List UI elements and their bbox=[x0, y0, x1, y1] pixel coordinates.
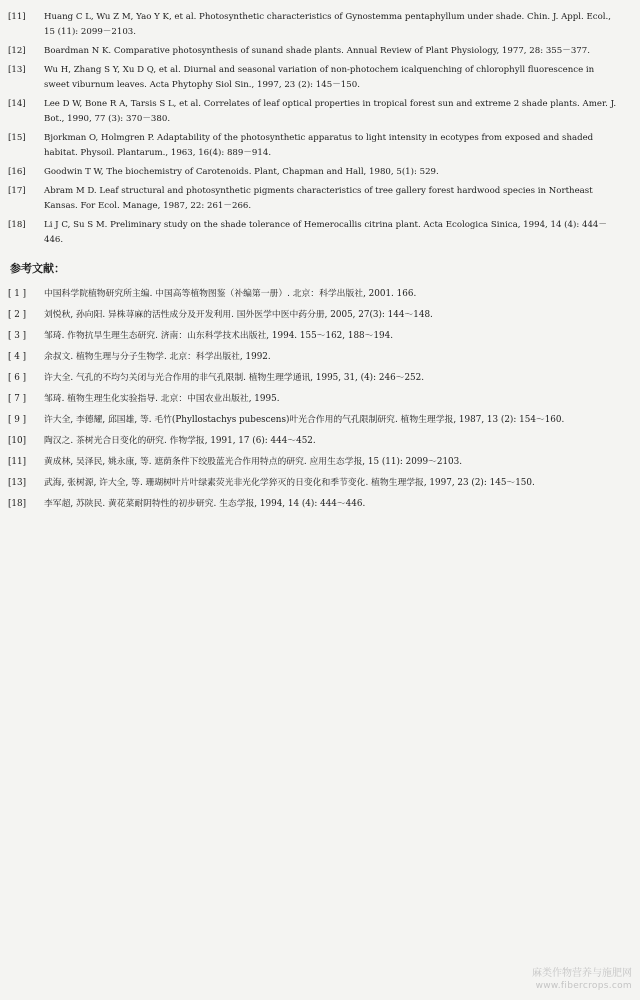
reference-entry bbox=[8, 351, 618, 364]
reference-number: [11] bbox=[8, 12, 26, 22]
reference-text: 黄成林, 吴泽民, 姚永康, 等. 遮荫条件下绞股蓝光合作用特点的研究. 应用生态学报, 15 (11): 2099～2103. bbox=[44, 457, 463, 467]
reference-text: 许大全, 李德耀, 邱国雄, 等. 毛竹(Phyllostachys pubescens)叶光合作用的气孔限制研究. 植物生理学报, 1987, 13 (2): 154～160. bbox=[44, 415, 565, 425]
reference-text: Li J C, Su S M. Preliminary study on the shade tolerance of Hemerocallis citrina plant. Acta Ecologica Sinica, 1994, 14 (4): 444－446. bbox=[44, 220, 607, 245]
watermark-url: www.fibercrops.com bbox=[535, 981, 632, 991]
reference-entry bbox=[8, 44, 618, 59]
reference-entry bbox=[8, 414, 618, 427]
reference-text: Huang C L, Wu Z M, Yao Y K, et al. Photosynthetic characteristics of Gynostemma pentaphyllum under shade. Chin. J. Appl. Ecol., 15 (11): 2099－2103. bbox=[44, 12, 611, 37]
reference-number: [ 3 ] bbox=[8, 331, 27, 341]
reference-entry bbox=[8, 477, 618, 490]
reference-entry bbox=[8, 97, 618, 127]
reference-entry bbox=[8, 309, 618, 322]
reference-number: [12] bbox=[8, 46, 26, 56]
reference-entry bbox=[8, 184, 618, 214]
reference-number: [17] bbox=[8, 186, 26, 196]
english-reference-list bbox=[8, 10, 618, 248]
reference-text: 李军超, 苏陕民. 黄花菜耐阴特性的初步研究. 生态学报, 1994, 14 (4): 444～446. bbox=[44, 499, 366, 509]
reference-number: [ 9 ] bbox=[8, 415, 27, 425]
reference-number: [ 2 ] bbox=[8, 310, 27, 320]
reference-entry bbox=[8, 330, 618, 343]
reference-text: Lee D W, Bone R A, Tarsis S L, et al. Correlates of leaf optical properties in tropical forest sun and extreme 2 shade plants. Amer. J. Bot., 1990, 77 (3): 370－380. bbox=[44, 99, 617, 124]
reference-number: [18] bbox=[8, 220, 26, 230]
reference-text: 武海, 张树源, 许大全, 等. 珊瑚树叶片叶绿素荧光非光化学猝灭的日变化和季节变化. 植物生理学报, 1997, 23 (2): 145～150. bbox=[44, 478, 535, 488]
reference-text: 中国科学院植物研究所主编. 中国高等植物图鉴（补编第一册）. 北京：科学出版社, 2001. 166. bbox=[44, 289, 417, 299]
references-heading: 参考文献： bbox=[10, 262, 65, 275]
reference-number: [18] bbox=[8, 499, 27, 509]
reference-text: 刘悦秋, 孙向阳. 异株荨麻的活性成分及开发利用. 国外医学中医中药分册, 2005, 27(3): 144～148. bbox=[44, 310, 433, 320]
reference-number: [15] bbox=[8, 133, 26, 143]
reference-number: [13] bbox=[8, 478, 27, 488]
reference-number: [10] bbox=[8, 436, 27, 446]
reference-text: 许大全. 气孔的不均匀关闭与光合作用的非气孔限制. 植物生理学通讯, 1995, 31, (4): 246～252. bbox=[44, 373, 425, 383]
reference-entry bbox=[8, 131, 618, 161]
reference-number: [16] bbox=[8, 167, 26, 177]
reference-number: [ 1 ] bbox=[8, 289, 27, 299]
reference-text: Wu H, Zhang S Y, Xu D Q, et al. Diurnal and seasonal variation of non-photochem icalquenching of chlorophyll fluorescence in sweet viburnum leaves. Acta Phytophy Siol Sin., 1997, 23 (2): 145－150. bbox=[44, 65, 595, 90]
reference-text: Boardman N K. Comparative photosynthesis of sunand shade plants. Annual Review of Plant Physiology, 1977, 28: 355－377. bbox=[44, 46, 590, 56]
reference-number: [13] bbox=[8, 65, 26, 75]
reference-number: [ 6 ] bbox=[8, 373, 27, 383]
reference-number: [ 4 ] bbox=[8, 352, 27, 362]
reference-entry bbox=[8, 10, 618, 40]
watermark-site-name: 麻类作物营养与施肥网 bbox=[532, 968, 632, 979]
reference-entry bbox=[8, 165, 618, 180]
reference-entry bbox=[8, 288, 618, 301]
reference-text: Goodwin T W, The biochemistry of Carotenoids. Plant, Chapman and Hall, 1980, 5(1): 529. bbox=[44, 167, 439, 177]
reference-entry bbox=[8, 435, 618, 448]
reference-entry bbox=[8, 372, 618, 385]
reference-text: Bjorkman O, Holmgren P. Adaptability of the photosynthetic apparatus to light intensity in ecotypes from exposed and shaded habitat. Physoil. Plantarum., 1963, 16(4): 889－914. bbox=[44, 133, 594, 158]
reference-entry bbox=[8, 63, 618, 93]
reference-text: 陶汉之. 茶树光合日变化的研究. 作物学报, 1991, 17 (6): 444～452. bbox=[44, 436, 316, 446]
reference-entry bbox=[8, 218, 618, 248]
reference-text: 邹琦. 作物抗旱生理生态研究. 济南：山东科学技术出版社, 1994. 155～162, 188～194. bbox=[44, 331, 394, 341]
reference-number: [11] bbox=[8, 457, 27, 467]
reference-text: Abram M D. Leaf structural and photosynthetic pigments characteristics of tree gallery forest hardwood species in Northeast Kansas. For Ecol. Manage, 1987, 22: 261－266. bbox=[44, 186, 593, 211]
reference-number: [ 7 ] bbox=[8, 394, 27, 404]
reference-entry bbox=[8, 456, 618, 469]
site-watermark bbox=[532, 968, 632, 992]
reference-text: 余叔文. 植物生理与分子生物学. 北京：科学出版社, 1992. bbox=[44, 352, 271, 362]
reference-number: [14] bbox=[8, 99, 26, 109]
reference-text: 邹琦. 植物生理生化实验指导. 北京：中国农业出版社, 1995. bbox=[44, 394, 280, 404]
chinese-reference-list bbox=[8, 288, 618, 511]
reference-entry bbox=[8, 498, 618, 511]
reference-entry bbox=[8, 393, 618, 406]
